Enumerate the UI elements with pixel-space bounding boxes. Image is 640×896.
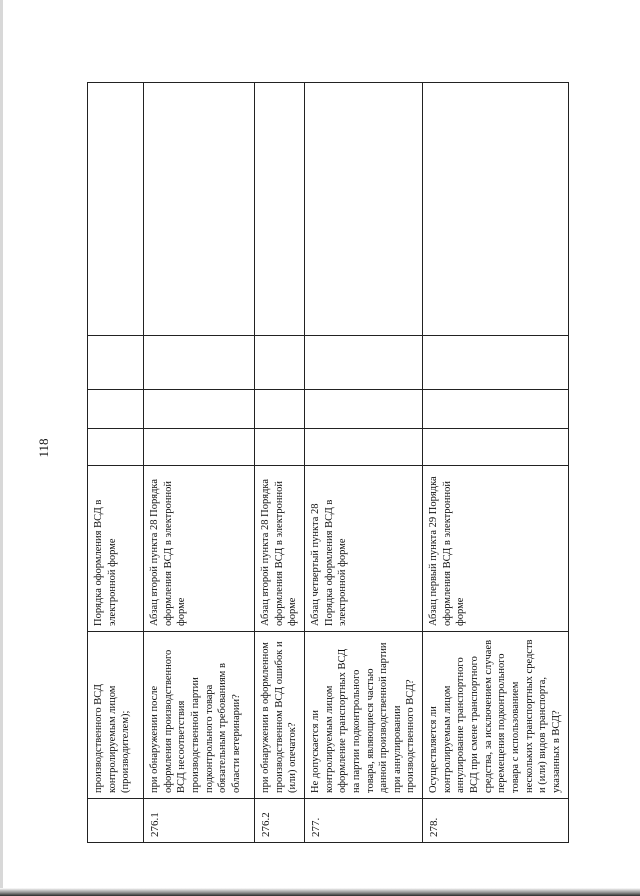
answer-no-cell <box>423 390 568 429</box>
answer-yes-cell <box>255 429 305 466</box>
table-row <box>423 83 568 843</box>
row-number: 277. <box>305 799 423 843</box>
page-number: 118 <box>36 438 51 458</box>
reference-cell: Абзац первый пункта 29 Порядка оформления ВСД в электронной форме <box>423 466 568 632</box>
table-row <box>88 83 144 843</box>
note-cell <box>305 83 423 336</box>
question-cell: при обнаружении в оформленном производственном ВСД ошибок и (или) опечаток? <box>255 632 305 799</box>
answer-no-cell <box>255 390 305 429</box>
reference-cell: Абзац четвертый пункта 28 Порядка оформления ВСД в электронной форме <box>305 466 423 632</box>
question-cell: Не допускается ли контролируемым лицом оформление транспортных ВСД на партии подконтрольного товара, являющиеся частью данной производственной партии при аннулировании производственного ВСД? <box>305 632 423 799</box>
answer-no-cell <box>144 390 255 429</box>
table-row <box>305 83 423 843</box>
answer-yes-cell <box>88 429 144 466</box>
question-cell: при обнаружении после оформления производственного ВСД несоответствия производственной партии подконтрольного товара обязательным требованиям в области ветеринарии? <box>144 632 255 799</box>
not-applicable-cell <box>423 336 568 390</box>
reference-cell: Абзац второй пункта 28 Порядка оформления ВСД в электронной форме <box>255 466 305 632</box>
question-cell: производственного ВСД контролируемым лицом (производителем); <box>88 632 144 799</box>
note-cell <box>423 83 568 336</box>
question-cell: Осуществляется ли контролируемым лицом аннулирование транспортного ВСД при смене транспортного средства, за исключением случаев перемещения подконтрольного товара с использованием нескольких транспортных средств и (или) видов транспорта, указанных в ВСД? <box>423 632 568 799</box>
rotated-table-container <box>87 83 562 843</box>
scan-edge-bottom <box>0 888 640 896</box>
not-applicable-cell <box>88 336 144 390</box>
note-cell <box>255 83 305 336</box>
reference-cell: Порядка оформления ВСД в электронной форме <box>88 466 144 632</box>
row-number: 276.1 <box>144 799 255 843</box>
table-row <box>144 83 255 843</box>
checklist-table <box>87 82 569 843</box>
reference-cell: Абзац второй пункта 28 Порядка оформления ВСД в электронной форме <box>144 466 255 632</box>
not-applicable-cell <box>255 336 305 390</box>
not-applicable-cell <box>144 336 255 390</box>
note-cell <box>144 83 255 336</box>
answer-yes-cell <box>305 429 423 466</box>
table-row <box>255 83 305 843</box>
scan-edge-left <box>0 0 3 896</box>
row-number <box>88 799 144 843</box>
not-applicable-cell <box>305 336 423 390</box>
answer-no-cell <box>305 390 423 429</box>
row-number: 278. <box>423 799 568 843</box>
row-number: 276.2 <box>255 799 305 843</box>
answer-yes-cell <box>144 429 255 466</box>
note-cell <box>88 83 144 336</box>
answer-yes-cell <box>423 429 568 466</box>
answer-no-cell <box>88 390 144 429</box>
